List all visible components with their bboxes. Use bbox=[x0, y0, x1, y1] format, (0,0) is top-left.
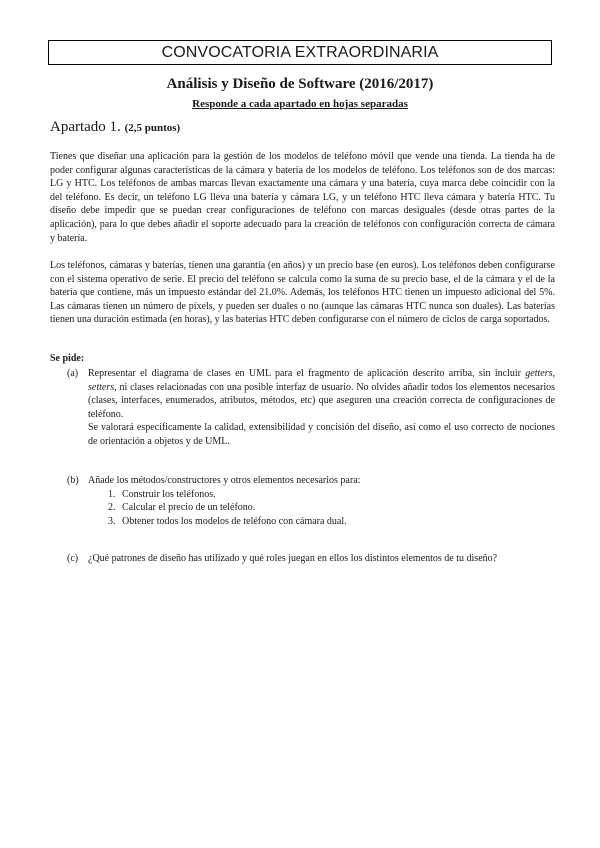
section-title: Apartado 1. bbox=[50, 119, 121, 135]
question-b-text: Añade los métodos/constructores y otros elementos necesarios para: bbox=[88, 475, 361, 486]
list-item: 3. Obtener todos los modelos de teléfono con cámara dual. bbox=[118, 515, 555, 529]
list-item: 2. Calcular el precio de un teléfono. bbox=[118, 501, 555, 515]
course-title: Análisis y Diseño de Software (2016/2017) bbox=[166, 76, 434, 92]
question-b-label: (b) bbox=[67, 475, 79, 486]
question-b-list bbox=[88, 488, 555, 529]
question-a-note: Se valorará específicamente la calidad, extensibilidad y concisión del diseño, así como el uso correcto de nociones de orientación a objetos y de UML. bbox=[88, 422, 555, 447]
statement-paragraph-1: Tienes que diseñar una aplicación para la gestión de los modelos de teléfono móvil que vende una tienda. La tienda ha de poder configurar algunas características de la cámara y batería de los modelos de teléfono. Los teléfonos son de dos marcas: LG y HTC. Los teléfonos de ambas marcas llevan exactamente una cámara y una batería, cuya marca debe coincidir con la del teléfono. Es decir, un teléfono LG lleva una batería y cámara LG, y un teléfono HTC lleva cámara y batería HTC. Tu diseño debe impedir que se puedan crear configuraciones de teléfono con marcas desiguales (desde otras partes de la aplicación), para lo que debes añadir el soporte adecuado para la creación de teléfonos con configuración correcta de cámara y batería. bbox=[50, 151, 555, 244]
question-c bbox=[50, 552, 555, 566]
statement-paragraph-2: Los teléfonos, cámaras y baterías, tienen una garantía (en años) y un precio base (en euros). Los teléfonos deben configurarse con el sistema operativo de serie. El precio del teléfono se calcula como la suma de su precio base, el de la cámara y el de la batería que contiene, más un impuesto estándar del 21.0%. Además, los teléfonos HTC tienen un impuesto adicional del 5%. Las cámaras tienen un número de píxels, y pueden ser duales o no (aunque las cámaras HTC nunca son duales). Las baterías tienen una duración estimada (en horas), y las baterías HTC deben configurarse con el número de ciclos de carga soportados. bbox=[50, 260, 555, 326]
question-b bbox=[50, 474, 555, 528]
section-heading bbox=[50, 119, 180, 136]
list-item: 1. Construir los teléfonos. bbox=[118, 488, 555, 502]
exam-title-box bbox=[48, 40, 552, 65]
questions-heading: Se pide: bbox=[50, 353, 85, 364]
question-c-text: ¿Qué patrones de diseño has utilizado y qué roles juegan en ellos los distintos elementos de tu diseño? bbox=[88, 553, 498, 564]
question-a bbox=[50, 367, 555, 449]
section-points: (2,5 puntos) bbox=[124, 122, 181, 134]
getters-term: getters bbox=[525, 368, 553, 379]
question-a-text: Representar el diagrama de clases en UML para el fragmento de aplicación descrito arriba, sin incluir getters, setters, ni clases relacionadas con una posible interfaz de usuario. No olvides añadir todos los elementos necesarios (clases, interfaces, enumerados, atributos, métodos, etc) que aseguren una creación correcta de configuraciones de teléfono. bbox=[88, 368, 555, 420]
setters-term: setters bbox=[88, 381, 115, 393]
instructions: Responde a cada apartado en hojas separadas bbox=[192, 98, 408, 110]
question-c-label: (c) bbox=[67, 553, 79, 564]
exam-title: CONVOCATORIA EXTRAORDINARIA bbox=[161, 44, 439, 61]
question-a-label: (a) bbox=[67, 368, 79, 379]
